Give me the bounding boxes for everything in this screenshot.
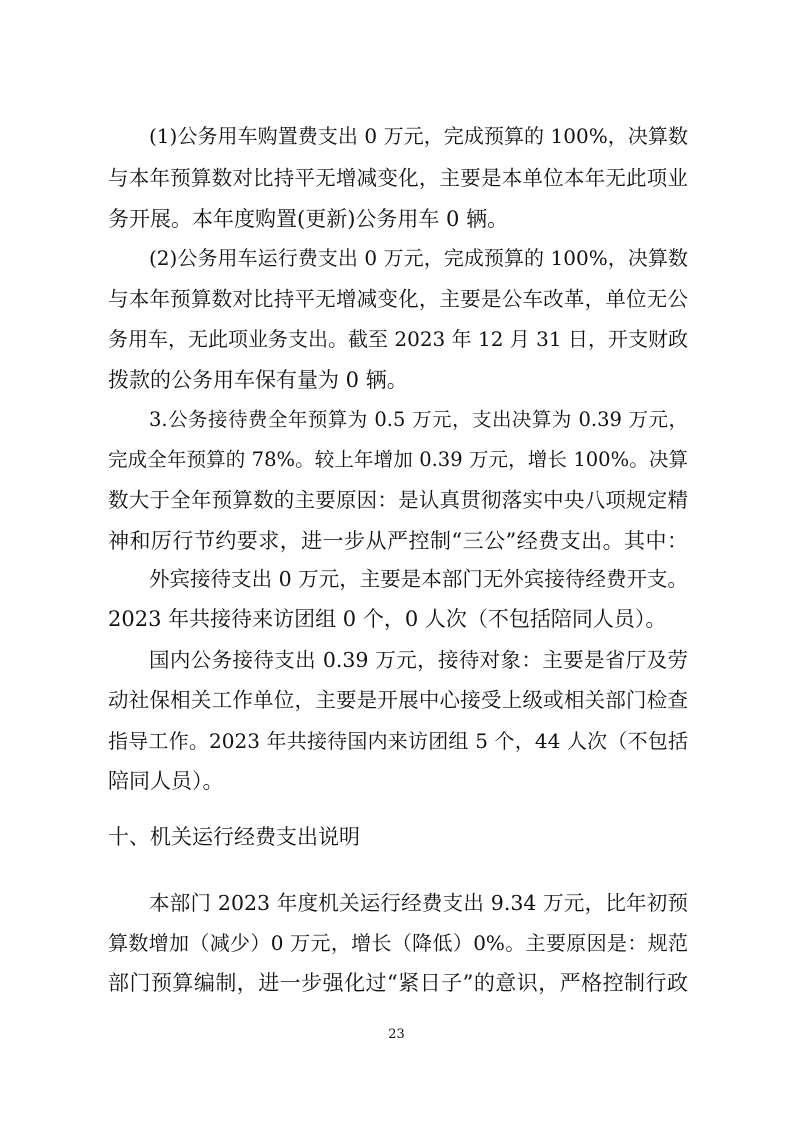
text-line: 3.公务接待费全年预算为 0.5 万元，支出决算为 0.39 万元， (149, 408, 688, 431)
text-line: 陪同人员）。 (108, 769, 224, 793)
text-line: 动社保相关工作单位，主要是开展中心接受上级或相关部门检查 (108, 688, 688, 712)
text-line: 本部门 2023 年度机关运行经费支出 9.34 万元，比年初预 (149, 891, 688, 915)
text-line: 数大于全年预算数的主要原因：是认真贯彻落实中央八项规定精 (108, 488, 688, 512)
section-heading: 十、机关运行经费支出说明 (108, 825, 360, 849)
text-line: (1)公务用车购置费支出 0 万元，完成预算的 100%，决算数 (149, 124, 688, 148)
text-line: 算数增加（减少）0 万元，增长（降低）0%。主要原因是：规范 (108, 931, 688, 955)
text-line: 完成全年预算的 78%。较上年增加 0.39 万元，增长 100%。决算 (108, 448, 688, 471)
page-number: 23 (388, 1027, 405, 1042)
text-line: 务用车，无此项业务支出。截至 2023 年 12 月 31 日，开支财政 (108, 327, 688, 351)
text-line: (2)公务用车运行费支出 0 万元，完成预算的 100%，决算数 (149, 246, 688, 270)
text-line: 神和厉行节约要求，进一步从严控制“三公”经费支出。其中： (108, 529, 688, 553)
text-line: 务开展。本年度购置(更新)公务用车 0 辆。 (108, 207, 509, 231)
text-line: 与本年预算数对比持平无增减变化，主要是公车改革，单位无公 (108, 287, 688, 311)
text-line: 与本年预算数对比持平无增减变化，主要是本单位本年无此项业 (108, 166, 688, 190)
text-line: 部门预算编制，进一步强化过“紧日子”的意识，严格控制行政 (108, 971, 688, 995)
text-line: 拨款的公务用车保有量为 0 辆。 (108, 368, 408, 392)
text-line: 外宾接待支出 0 万元，主要是本部门无外宾接待经费开支。 (149, 567, 688, 591)
text-line: 指导工作。2023 年共接待国内来访团组 5 个，44 人次（不包括 (108, 729, 688, 753)
text-line: 2023 年共接待来访团组 0 个，0 人次（不包括陪同人员）。 (108, 607, 667, 631)
text-line: 国内公务接待支出 0.39 万元，接待对象：主要是省厅及劳 (149, 648, 688, 672)
